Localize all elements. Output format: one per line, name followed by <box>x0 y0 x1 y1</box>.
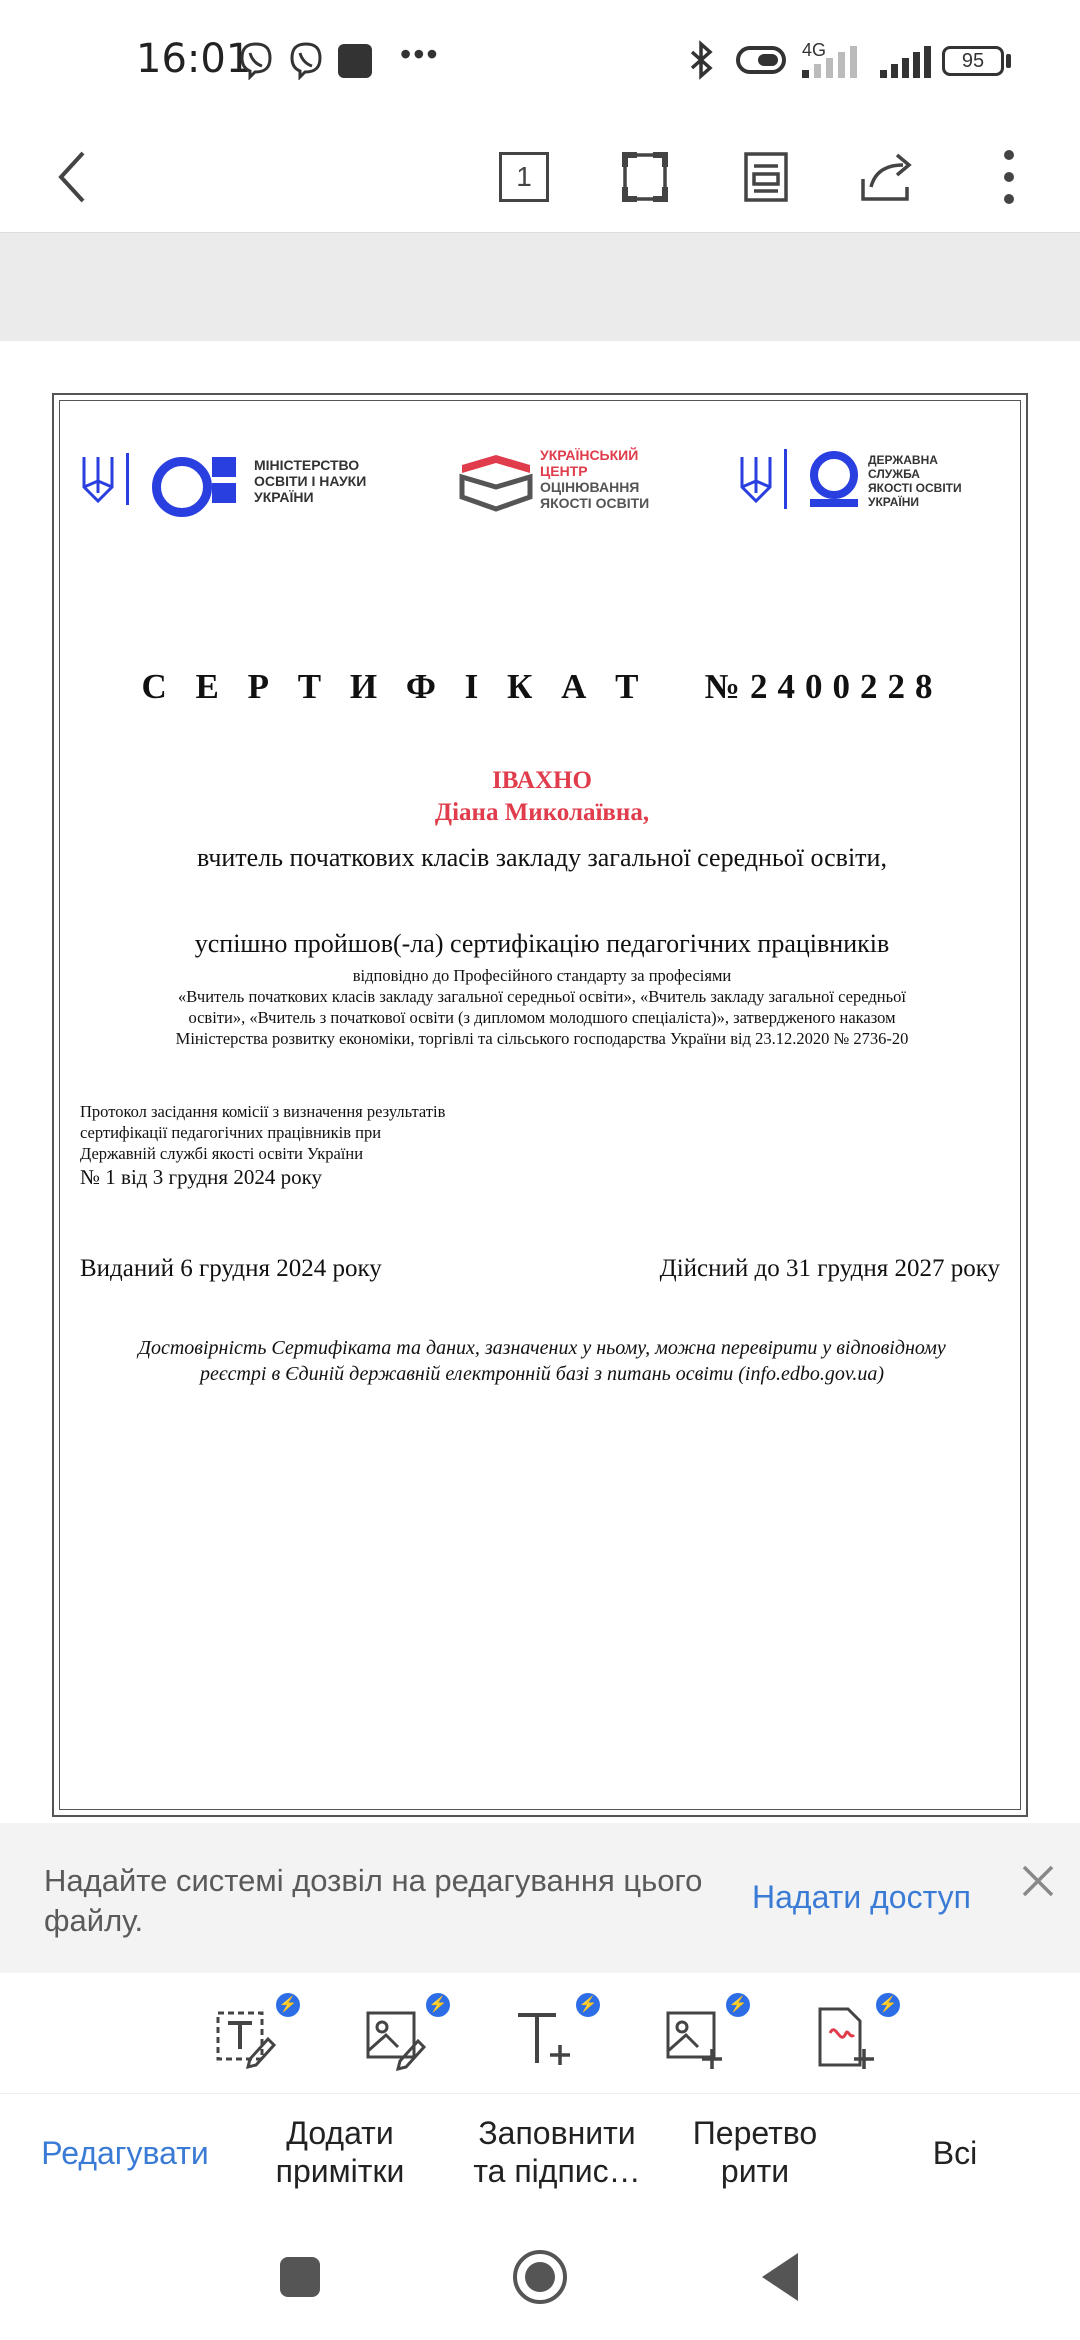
battery-tip <box>1006 54 1011 68</box>
tab-all[interactable]: Всі <box>932 2135 978 2171</box>
logo-divider <box>126 453 129 505</box>
viewer-toolbar <box>0 120 1080 233</box>
certificate-page <box>52 393 1028 1817</box>
tab-add-notes[interactable]: Додати примітки <box>275 2115 405 2189</box>
premium-badge-icon: ⚡ <box>276 1993 300 2017</box>
add-text-tool[interactable] <box>510 1993 600 2073</box>
service-logo-circle <box>810 451 858 499</box>
reading-mode-button[interactable] <box>731 142 801 212</box>
data-saver-icon <box>734 40 790 80</box>
protocol-line: Державній службі якості освіти України <box>80 1144 364 1163</box>
signal-icon <box>878 44 936 80</box>
holder-surname: ІВАХНО <box>492 767 592 794</box>
protocol-number: № 1 від 3 грудня 2024 року <box>80 1165 322 1189</box>
viber-icon <box>286 40 326 80</box>
back-nav-button[interactable] <box>758 2251 806 2303</box>
ministry-logo-circle <box>152 457 212 517</box>
logo-divider <box>784 449 787 509</box>
ministry-logo-line: МІНІСТЕРСТВО <box>254 457 360 473</box>
add-image-tool[interactable] <box>660 1993 750 2073</box>
premium-badge-icon: ⚡ <box>426 1993 450 2017</box>
add-text-icon <box>510 2003 580 2073</box>
ministry-logo-square <box>212 483 236 503</box>
page-number: 1 <box>499 152 549 202</box>
service-logo-text <box>868 453 962 509</box>
premium-badge-icon: ⚡ <box>576 1993 600 2017</box>
grant-access-button[interactable]: Надати доступ <box>752 1879 971 1915</box>
service-logo-line: ДЕРЖАВНА <box>868 453 938 467</box>
bottom-tabs <box>0 2093 1080 2216</box>
add-signature-tool[interactable] <box>810 1993 900 2073</box>
service-logo-bar <box>810 499 858 507</box>
service-logo-line: СЛУЖБА <box>868 467 920 481</box>
trident-icon <box>738 453 774 505</box>
battery-level: 95 <box>961 50 985 72</box>
fullscreen-button[interactable] <box>610 142 680 212</box>
home-button[interactable] <box>512 2249 568 2305</box>
permission-message: Надайте системі дозвіл на редагування цього файлу. <box>44 1863 703 1938</box>
verification-note <box>84 1335 1000 1387</box>
holder-given-name: Діана Миколаївна, <box>434 799 650 826</box>
premium-badge-icon: ⚡ <box>876 1993 900 2017</box>
certificate-title: С Е Р Т И Ф І К А Т №2400228 <box>141 667 943 706</box>
status-bar <box>0 0 1080 120</box>
bluetooth-icon <box>684 40 720 80</box>
testing-center-logo-text <box>540 447 649 511</box>
edit-text-icon <box>210 2003 280 2073</box>
share-icon <box>857 151 917 203</box>
testing-center-logo-line: ОЦІНЮВАННЯ <box>540 479 640 495</box>
viber-icon <box>236 40 276 80</box>
tab-edit[interactable]: Редагувати <box>41 2135 209 2171</box>
edit-image-icon <box>360 2003 430 2073</box>
protocol-line: Протокол засідання комісії з визначення результатів <box>80 1102 446 1121</box>
standard-line: освіти», «Вчитель з початкової освіти (з дипломом молодшого спеціаліста)», затвердженого наказом <box>188 1008 896 1027</box>
valid-until-date: Дійсний до 31 грудня 2027 року <box>659 1255 1000 1282</box>
certification-statement: успішно пройшов(-ла) сертифікацію педагогічних працівників <box>194 929 890 958</box>
back-button[interactable] <box>38 142 108 212</box>
ministry-logo-line: ОСВІТИ І НАУКИ <box>254 473 367 489</box>
permission-banner <box>0 1823 1080 1973</box>
edit-tools-row <box>0 1975 1080 2093</box>
ministry-logo-square <box>212 457 236 477</box>
more-vertical-icon <box>999 149 1019 205</box>
system-navigation-bar <box>0 2215 1080 2340</box>
service-logo-line: УКРАЇНИ <box>868 495 920 509</box>
ministry-logo-text <box>254 457 366 505</box>
standard-line: Міністерства розвитку економіки, торгівлі та сільського господарства України від 23.12.2020 № 2736-20 <box>175 1029 909 1048</box>
protocol-line: сертифікації педагогічних працівників при <box>80 1123 382 1142</box>
trident-icon <box>80 453 116 505</box>
battery-icon <box>942 46 1004 76</box>
add-signature-icon <box>810 2003 880 2073</box>
ministry-logo-line: УКРАЇНИ <box>254 489 314 505</box>
verification-note-line: Достовірність Сертифіката та даних, зазначених у ньому, можна перевірити у відповідному <box>138 1337 946 1359</box>
page-number-button[interactable] <box>489 142 559 212</box>
back-triangle-icon <box>758 2251 806 2303</box>
testing-center-logo-line: УКРАЇНСЬКИЙ <box>540 447 639 463</box>
recent-apps-button[interactable] <box>280 2257 320 2297</box>
share-button[interactable] <box>852 142 922 212</box>
standard-line: «Вчитель початкових класів закладу загальної середньої освіти», «Вчитель закладу загальної середньої <box>178 987 906 1006</box>
premium-badge-icon: ⚡ <box>726 1993 750 2017</box>
more-notifications-icon: ••• <box>400 36 440 72</box>
standard-text <box>114 965 970 1049</box>
tab-fill-sign[interactable]: Заповнити та підпис… <box>473 2115 641 2189</box>
protocol-text <box>80 1101 445 1164</box>
testing-center-logo-line: ЯКОСТІ ОСВІТИ <box>540 495 650 511</box>
network-type: 4G <box>802 40 827 60</box>
testing-center-logo-icon <box>458 451 534 515</box>
edit-text-tool[interactable] <box>210 1993 300 2073</box>
testing-center-logo-line: ЦЕНТР <box>540 463 588 479</box>
close-icon[interactable] <box>1020 1863 1056 1899</box>
chevron-left-icon <box>53 149 93 205</box>
fullscreen-icon <box>621 151 669 203</box>
edit-image-tool[interactable] <box>360 1993 450 2073</box>
issued-date: Виданий 6 грудня 2024 року <box>80 1255 382 1282</box>
signal-icon <box>800 44 870 80</box>
verification-note-line: реєстрі в Єдиній державній електронній базі з питань освіти (info.edbo.gov.ua) <box>200 1363 884 1385</box>
standard-line: відповідно до Професійного стандарту за професіями <box>352 966 732 985</box>
service-logo-line: ЯКОСТІ ОСВІТИ <box>868 481 962 495</box>
more-options-button[interactable] <box>974 142 1044 212</box>
add-image-icon <box>660 2003 730 2073</box>
app-notification-icon <box>338 44 372 78</box>
document-header-band <box>0 233 1080 341</box>
status-time: 16:01 <box>136 36 252 82</box>
tab-convert[interactable]: Перетво рити <box>692 2115 818 2189</box>
reading-mode-icon <box>742 150 790 204</box>
home-icon <box>512 2249 568 2305</box>
holder-position: вчитель початкових класів закладу загальної середньої освіти, <box>197 843 887 872</box>
